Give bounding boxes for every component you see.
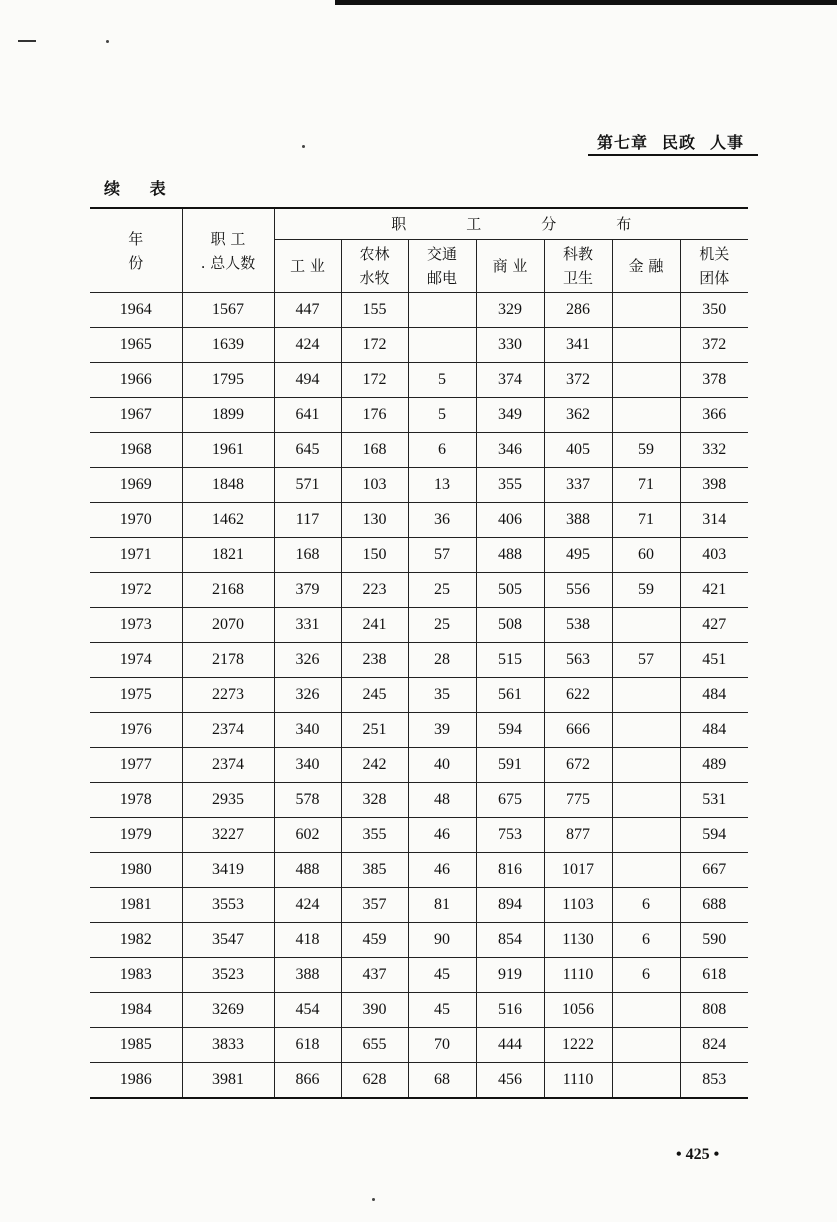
table-row — [90, 468, 748, 503]
year-cell: 1975 — [90, 678, 182, 713]
value-cell: 824 — [680, 1028, 748, 1063]
value-cell: 326 — [274, 678, 341, 713]
value-cell: 531 — [680, 783, 748, 818]
value-cell: 90 — [408, 923, 476, 958]
value-cell: 378 — [680, 363, 748, 398]
value-cell: 2178 — [182, 643, 274, 678]
value-cell: 418 — [274, 923, 341, 958]
value-cell: 816 — [476, 853, 544, 888]
year-cell: 1985 — [90, 1028, 182, 1063]
value-cell: 515 — [476, 643, 544, 678]
value-cell: 405 — [544, 433, 612, 468]
value-cell: 808 — [680, 993, 748, 1028]
table-row — [90, 503, 748, 538]
value-cell: 3269 — [182, 993, 274, 1028]
value-cell: 424 — [274, 888, 341, 923]
value-cell: 451 — [680, 643, 748, 678]
value-cell: 71 — [612, 503, 680, 538]
year-cell: 1967 — [90, 398, 182, 433]
value-cell: 1899 — [182, 398, 274, 433]
value-cell — [612, 748, 680, 783]
year-cell: 1971 — [90, 538, 182, 573]
value-cell: 3547 — [182, 923, 274, 958]
sector-header: 机关 团体 — [680, 240, 748, 293]
value-cell: 1795 — [182, 363, 274, 398]
value-cell: 70 — [408, 1028, 476, 1063]
value-cell: 516 — [476, 993, 544, 1028]
table-row — [90, 818, 748, 853]
value-cell: 68 — [408, 1063, 476, 1099]
value-cell: 379 — [274, 573, 341, 608]
value-cell: 341 — [544, 328, 612, 363]
year-cell: 1969 — [90, 468, 182, 503]
year-cell: 1979 — [90, 818, 182, 853]
value-cell: 1103 — [544, 888, 612, 923]
table-row — [90, 993, 748, 1028]
value-cell: 388 — [274, 958, 341, 993]
value-cell: 866 — [274, 1063, 341, 1099]
value-cell: 168 — [341, 433, 408, 468]
value-cell: 35 — [408, 678, 476, 713]
year-cell: 1977 — [90, 748, 182, 783]
value-cell: 57 — [612, 643, 680, 678]
value-cell: 150 — [341, 538, 408, 573]
value-cell: 667 — [680, 853, 748, 888]
value-cell: 622 — [544, 678, 612, 713]
year-cell: 1983 — [90, 958, 182, 993]
sector-header: 金 融 — [612, 240, 680, 293]
year-cell: 1974 — [90, 643, 182, 678]
chapter-header — [588, 130, 758, 156]
section-title: 人事 — [709, 133, 744, 152]
value-cell: 39 — [408, 713, 476, 748]
value-cell: 3553 — [182, 888, 274, 923]
value-cell: 437 — [341, 958, 408, 993]
value-cell: 563 — [544, 643, 612, 678]
value-cell: 6 — [612, 958, 680, 993]
value-cell: 349 — [476, 398, 544, 433]
value-cell: 168 — [274, 538, 341, 573]
value-cell: 424 — [274, 328, 341, 363]
value-cell: 328 — [341, 783, 408, 818]
value-cell: 176 — [341, 398, 408, 433]
value-cell: 172 — [341, 328, 408, 363]
table-body — [90, 293, 748, 1099]
value-cell: 591 — [476, 748, 544, 783]
year-cell: 1972 — [90, 573, 182, 608]
value-cell: 459 — [341, 923, 408, 958]
value-cell: 618 — [680, 958, 748, 993]
table-row — [90, 958, 748, 993]
table-row — [90, 573, 748, 608]
value-cell: 241 — [341, 608, 408, 643]
year-cell: 1986 — [90, 1063, 182, 1099]
table-row — [90, 678, 748, 713]
value-cell: 505 — [476, 573, 544, 608]
value-cell: 628 — [341, 1063, 408, 1099]
table-row — [90, 853, 748, 888]
value-cell: 421 — [680, 573, 748, 608]
value-cell: 775 — [544, 783, 612, 818]
value-cell: 238 — [341, 643, 408, 678]
value-cell: 655 — [341, 1028, 408, 1063]
distribution-group-header: 职工分布 — [274, 208, 748, 240]
value-cell: 666 — [544, 713, 612, 748]
value-cell: 46 — [408, 853, 476, 888]
value-cell: 337 — [544, 468, 612, 503]
value-cell: 1961 — [182, 433, 274, 468]
value-cell — [408, 328, 476, 363]
table-row — [90, 538, 748, 573]
value-cell: 645 — [274, 433, 341, 468]
value-cell: 488 — [476, 538, 544, 573]
value-cell: 314 — [680, 503, 748, 538]
value-cell: 1110 — [544, 958, 612, 993]
table-row — [90, 363, 748, 398]
value-cell: 561 — [476, 678, 544, 713]
table-row — [90, 713, 748, 748]
value-cell: 1821 — [182, 538, 274, 573]
total-staff-header: 职 工 . 总人数 — [182, 208, 274, 293]
value-cell: 919 — [476, 958, 544, 993]
value-cell: 59 — [612, 433, 680, 468]
year-cell: 1981 — [90, 888, 182, 923]
value-cell: 5 — [408, 363, 476, 398]
value-cell: 13 — [408, 468, 476, 503]
table-row — [90, 1028, 748, 1063]
value-cell: 340 — [274, 748, 341, 783]
value-cell: 456 — [476, 1063, 544, 1099]
value-cell: 57 — [408, 538, 476, 573]
value-cell: 385 — [341, 853, 408, 888]
staff-distribution-table — [90, 207, 748, 1099]
year-cell: 1978 — [90, 783, 182, 818]
value-cell — [612, 363, 680, 398]
table-row — [90, 888, 748, 923]
value-cell: 447 — [274, 293, 341, 328]
value-cell: 130 — [341, 503, 408, 538]
value-cell: 2070 — [182, 608, 274, 643]
value-cell: 332 — [680, 433, 748, 468]
value-cell: 3419 — [182, 853, 274, 888]
scan-speck — [372, 1198, 375, 1201]
value-cell: 5 — [408, 398, 476, 433]
value-cell: 60 — [612, 538, 680, 573]
sector-header: 商 业 — [476, 240, 544, 293]
year-cell: 1965 — [90, 328, 182, 363]
table-row — [90, 643, 748, 678]
value-cell: 427 — [680, 608, 748, 643]
value-cell: 1110 — [544, 1063, 612, 1099]
value-cell — [612, 678, 680, 713]
value-cell: 1222 — [544, 1028, 612, 1063]
value-cell: 594 — [680, 818, 748, 853]
continued-label: 续 表 — [104, 179, 178, 198]
value-cell: 556 — [544, 573, 612, 608]
table-row — [90, 433, 748, 468]
value-cell: 331 — [274, 608, 341, 643]
year-cell: 1976 — [90, 713, 182, 748]
value-cell: 388 — [544, 503, 612, 538]
value-cell: 406 — [476, 503, 544, 538]
value-cell: 28 — [408, 643, 476, 678]
value-cell — [612, 293, 680, 328]
value-cell: 366 — [680, 398, 748, 433]
table-row — [90, 748, 748, 783]
value-cell: 688 — [680, 888, 748, 923]
value-cell: 48 — [408, 783, 476, 818]
value-cell: 2374 — [182, 713, 274, 748]
value-cell: 45 — [408, 958, 476, 993]
value-cell: 6 — [612, 888, 680, 923]
table-row — [90, 293, 748, 328]
value-cell: 578 — [274, 783, 341, 818]
value-cell: 326 — [274, 643, 341, 678]
sector-header: 交通 邮电 — [408, 240, 476, 293]
value-cell: 103 — [341, 468, 408, 503]
value-cell — [408, 293, 476, 328]
value-cell: 372 — [544, 363, 612, 398]
value-cell: 3523 — [182, 958, 274, 993]
table-row — [90, 923, 748, 958]
value-cell: 350 — [680, 293, 748, 328]
value-cell: 1462 — [182, 503, 274, 538]
value-cell: 753 — [476, 818, 544, 853]
table-row — [90, 608, 748, 643]
year-cell: 1984 — [90, 993, 182, 1028]
value-cell: 602 — [274, 818, 341, 853]
value-cell: 329 — [476, 293, 544, 328]
value-cell: 672 — [544, 748, 612, 783]
scan-speck — [302, 145, 305, 148]
value-cell: 571 — [274, 468, 341, 503]
value-cell — [612, 608, 680, 643]
value-cell: 45 — [408, 993, 476, 1028]
value-cell: 675 — [476, 783, 544, 818]
value-cell: 494 — [274, 363, 341, 398]
year-cell: 1968 — [90, 433, 182, 468]
value-cell: 894 — [476, 888, 544, 923]
value-cell: 1017 — [544, 853, 612, 888]
value-cell — [612, 783, 680, 818]
value-cell — [612, 713, 680, 748]
section-title: 民政 — [661, 133, 696, 152]
value-cell: 59 — [612, 573, 680, 608]
value-cell: 374 — [476, 363, 544, 398]
sector-header: 农林 水牧 — [341, 240, 408, 293]
year-cell: 1970 — [90, 503, 182, 538]
year-cell: 1973 — [90, 608, 182, 643]
value-cell: 1130 — [544, 923, 612, 958]
year-cell: 1966 — [90, 363, 182, 398]
value-cell: 2273 — [182, 678, 274, 713]
value-cell: 355 — [476, 468, 544, 503]
value-cell: 3227 — [182, 818, 274, 853]
margin-mark — [18, 40, 36, 42]
value-cell: 1639 — [182, 328, 274, 363]
value-cell: 853 — [680, 1063, 748, 1099]
value-cell: 81 — [408, 888, 476, 923]
value-cell: 25 — [408, 608, 476, 643]
value-cell: 223 — [341, 573, 408, 608]
value-cell — [612, 993, 680, 1028]
value-cell: 2374 — [182, 748, 274, 783]
value-cell: 618 — [274, 1028, 341, 1063]
value-cell — [612, 1063, 680, 1099]
value-cell: 1567 — [182, 293, 274, 328]
value-cell: 346 — [476, 433, 544, 468]
value-cell: 40 — [408, 748, 476, 783]
sector-header: 科教 卫生 — [544, 240, 612, 293]
value-cell: 340 — [274, 713, 341, 748]
value-cell: 877 — [544, 818, 612, 853]
value-cell: 495 — [544, 538, 612, 573]
year-header: 年 份 — [90, 208, 182, 293]
table-row — [90, 398, 748, 433]
value-cell: 245 — [341, 678, 408, 713]
value-cell: 403 — [680, 538, 748, 573]
year-cell: 1980 — [90, 853, 182, 888]
value-cell: 286 — [544, 293, 612, 328]
chapter-title: 第七章 — [596, 133, 648, 152]
header-row — [90, 208, 748, 240]
value-cell: 251 — [341, 713, 408, 748]
value-cell: 398 — [680, 468, 748, 503]
value-cell: 172 — [341, 363, 408, 398]
value-cell: 488 — [274, 853, 341, 888]
value-cell: 117 — [274, 503, 341, 538]
value-cell: 25 — [408, 573, 476, 608]
value-cell: 454 — [274, 993, 341, 1028]
value-cell: 1056 — [544, 993, 612, 1028]
value-cell — [612, 398, 680, 433]
value-cell: 594 — [476, 713, 544, 748]
page-number: • 425 • — [676, 1146, 720, 1163]
value-cell: 242 — [341, 748, 408, 783]
value-cell — [612, 818, 680, 853]
value-cell: 355 — [341, 818, 408, 853]
value-cell: 2168 — [182, 573, 274, 608]
value-cell: 372 — [680, 328, 748, 363]
value-cell: 484 — [680, 713, 748, 748]
table-row — [90, 328, 748, 363]
value-cell: 3981 — [182, 1063, 274, 1099]
top-border — [335, 0, 837, 5]
value-cell: 2935 — [182, 783, 274, 818]
value-cell: 489 — [680, 748, 748, 783]
year-cell: 1982 — [90, 923, 182, 958]
value-cell: 3833 — [182, 1028, 274, 1063]
value-cell — [612, 1028, 680, 1063]
value-cell: 36 — [408, 503, 476, 538]
table-row — [90, 1063, 748, 1099]
scan-speck — [106, 40, 109, 43]
value-cell — [612, 853, 680, 888]
value-cell: 484 — [680, 678, 748, 713]
value-cell — [612, 328, 680, 363]
value-cell: 508 — [476, 608, 544, 643]
value-cell: 46 — [408, 818, 476, 853]
value-cell: 155 — [341, 293, 408, 328]
value-cell: 390 — [341, 993, 408, 1028]
value-cell: 641 — [274, 398, 341, 433]
value-cell: 330 — [476, 328, 544, 363]
value-cell: 71 — [612, 468, 680, 503]
sector-header: 工 业 — [274, 240, 341, 293]
value-cell: 538 — [544, 608, 612, 643]
value-cell: 1848 — [182, 468, 274, 503]
year-cell: 1964 — [90, 293, 182, 328]
value-cell: 6 — [612, 923, 680, 958]
value-cell: 444 — [476, 1028, 544, 1063]
value-cell: 854 — [476, 923, 544, 958]
table-row — [90, 783, 748, 818]
value-cell: 357 — [341, 888, 408, 923]
value-cell: 362 — [544, 398, 612, 433]
value-cell: 6 — [408, 433, 476, 468]
value-cell: 590 — [680, 923, 748, 958]
